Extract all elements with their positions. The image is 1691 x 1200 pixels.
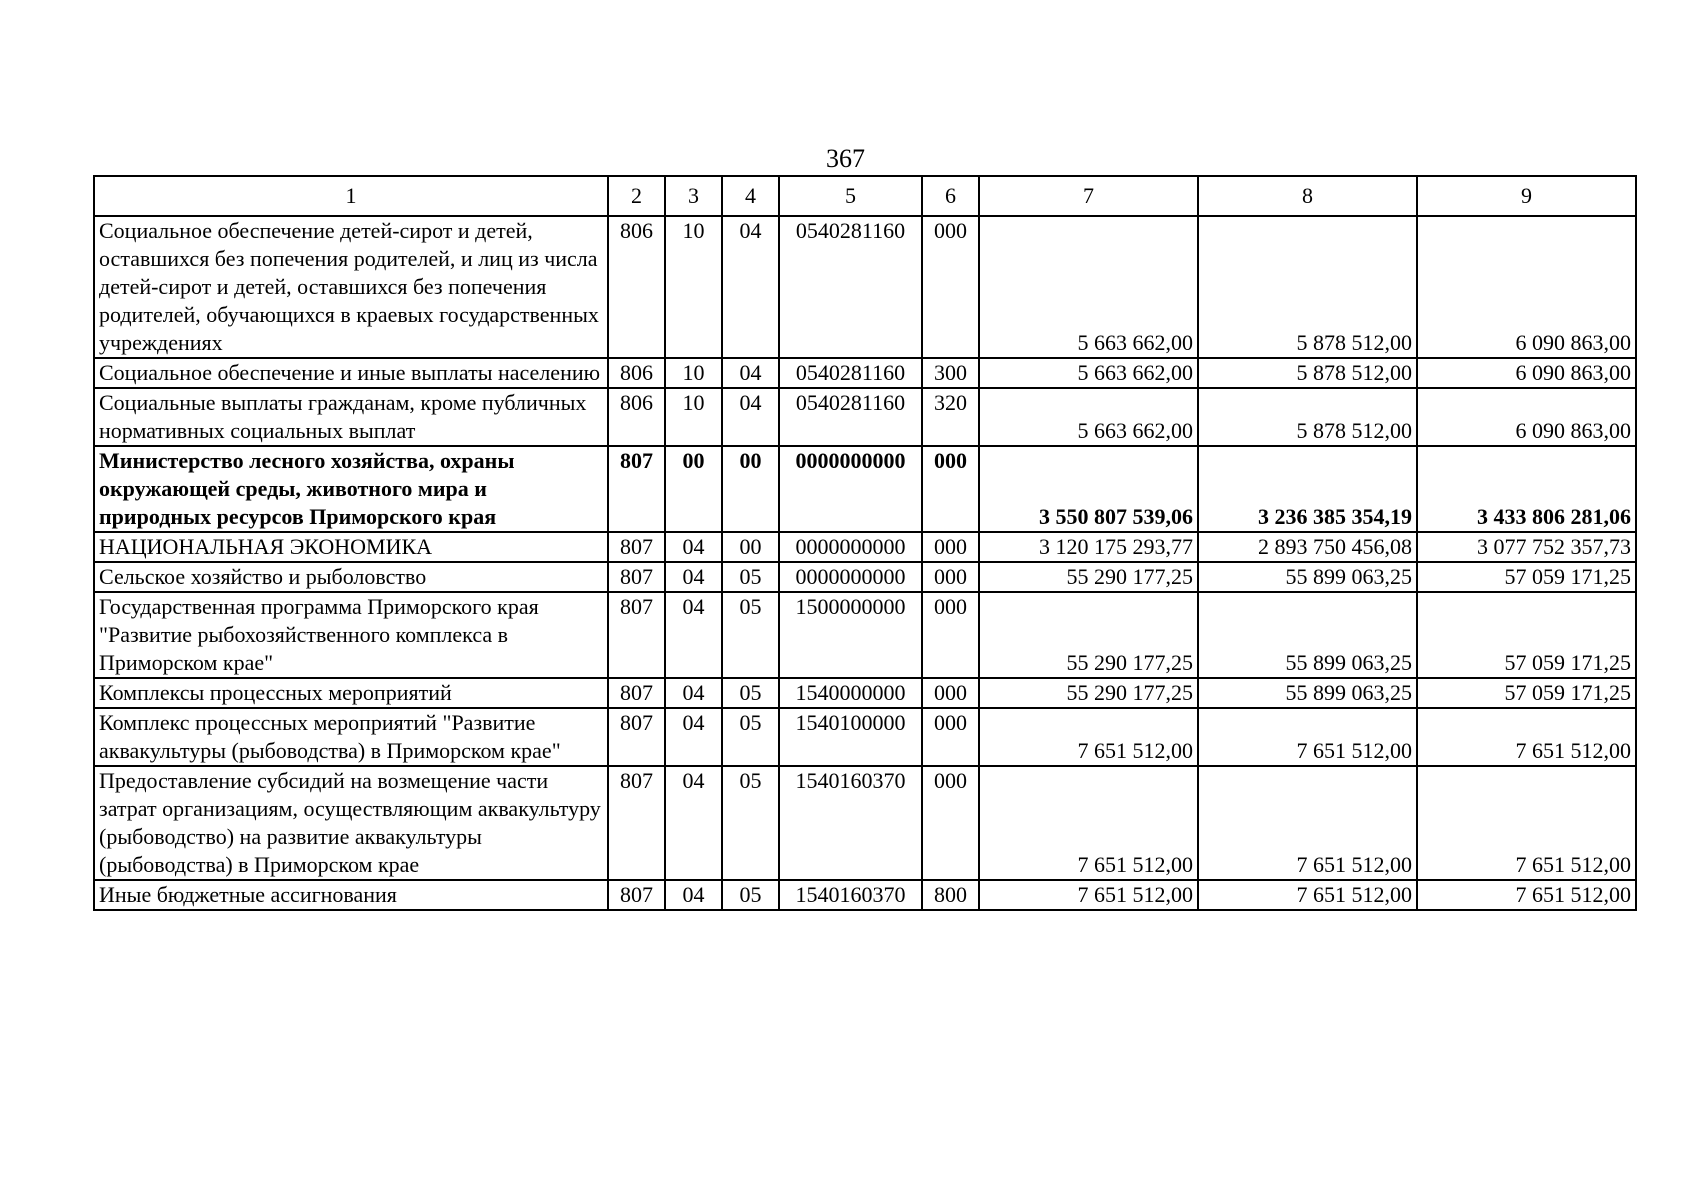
row-amount-9: 57 059 171,25 <box>1417 678 1636 708</box>
row-amount-7: 3 550 807 539,06 <box>979 446 1198 532</box>
row-code-5: 1540100000 <box>779 708 922 766</box>
row-code-3: 10 <box>665 358 722 388</box>
column-header: 9 <box>1417 176 1636 216</box>
row-amount-8: 2 893 750 456,08 <box>1198 532 1417 562</box>
row-amount-7: 7 651 512,00 <box>979 708 1198 766</box>
row-amount-7: 3 120 175 293,77 <box>979 532 1198 562</box>
row-name: НАЦИОНАЛЬНАЯ ЭКОНОМИКА <box>94 532 608 562</box>
row-name: Государственная программа Приморского края "Развитие рыбохозяйственного комплекса в Приморском крае" <box>94 592 608 678</box>
row-amount-8: 5 878 512,00 <box>1198 358 1417 388</box>
row-amount-9: 3 077 752 357,73 <box>1417 532 1636 562</box>
table-row <box>94 532 1636 562</box>
row-code-5: 0000000000 <box>779 562 922 592</box>
table-row <box>94 388 1636 446</box>
row-amount-7: 55 290 177,25 <box>979 562 1198 592</box>
table-row-ministry <box>94 446 1636 532</box>
column-header: 3 <box>665 176 722 216</box>
row-amount-8: 7 651 512,00 <box>1198 766 1417 880</box>
row-code-6: 300 <box>922 358 979 388</box>
row-code-4: 05 <box>722 766 779 880</box>
budget-table <box>93 175 1637 911</box>
row-name: Комплекс процессных мероприятий "Развитие аквакультуры (рыбоводства) в Приморском крае" <box>94 708 608 766</box>
row-amount-8: 55 899 063,25 <box>1198 592 1417 678</box>
row-code-2: 807 <box>608 532 665 562</box>
row-code-4: 05 <box>722 880 779 910</box>
row-name: Социальные выплаты гражданам, кроме публичных нормативных социальных выплат <box>94 388 608 446</box>
row-amount-7: 55 290 177,25 <box>979 678 1198 708</box>
row-name: Министерство лесного хозяйства, охраны окружающей среды, животного мира и природных ресурсов Приморского края <box>94 446 608 532</box>
row-amount-7: 5 663 662,00 <box>979 358 1198 388</box>
row-code-2: 807 <box>608 592 665 678</box>
row-code-2: 807 <box>608 446 665 532</box>
row-amount-8: 7 651 512,00 <box>1198 880 1417 910</box>
row-amount-7: 7 651 512,00 <box>979 766 1198 880</box>
row-code-2: 807 <box>608 562 665 592</box>
row-code-5: 0540281160 <box>779 216 922 358</box>
row-amount-7: 55 290 177,25 <box>979 592 1198 678</box>
row-code-6: 000 <box>922 708 979 766</box>
table-row <box>94 592 1636 678</box>
row-code-5: 1500000000 <box>779 592 922 678</box>
row-code-2: 806 <box>608 216 665 358</box>
row-code-6: 000 <box>922 216 979 358</box>
row-amount-8: 3 236 385 354,19 <box>1198 446 1417 532</box>
table-row <box>94 880 1636 910</box>
row-code-2: 807 <box>608 766 665 880</box>
column-header: 8 <box>1198 176 1417 216</box>
row-code-6: 000 <box>922 562 979 592</box>
row-code-4: 04 <box>722 216 779 358</box>
row-amount-9: 6 090 863,00 <box>1417 358 1636 388</box>
column-header: 4 <box>722 176 779 216</box>
row-code-6: 320 <box>922 388 979 446</box>
row-code-5: 1540160370 <box>779 766 922 880</box>
row-code-5: 0540281160 <box>779 388 922 446</box>
row-code-3: 04 <box>665 880 722 910</box>
row-amount-7: 5 663 662,00 <box>979 388 1198 446</box>
row-code-5: 0000000000 <box>779 446 922 532</box>
row-code-6: 800 <box>922 880 979 910</box>
column-header: 1 <box>94 176 608 216</box>
row-code-3: 04 <box>665 532 722 562</box>
row-code-4: 05 <box>722 708 779 766</box>
page-number: 367 <box>826 144 865 173</box>
row-code-3: 04 <box>665 592 722 678</box>
table-row <box>94 358 1636 388</box>
row-amount-9: 7 651 512,00 <box>1417 880 1636 910</box>
row-name: Социальное обеспечение детей-сирот и детей, оставшихся без попечения родителей, и лиц из числа детей-сирот и детей, оставшихся без попечения родителей, обучающихся в краевых государственных учреждениях <box>94 216 608 358</box>
row-code-5: 1540160370 <box>779 880 922 910</box>
row-amount-9: 6 090 863,00 <box>1417 216 1636 358</box>
column-header: 5 <box>779 176 922 216</box>
row-amount-8: 7 651 512,00 <box>1198 708 1417 766</box>
row-code-3: 00 <box>665 446 722 532</box>
row-amount-9: 7 651 512,00 <box>1417 766 1636 880</box>
table-row <box>94 562 1636 592</box>
row-code-4: 00 <box>722 446 779 532</box>
row-name: Предоставление субсидий на возмещение части затрат организациям, осуществляющим аквакультуру (рыбоводство) на развитие аквакультуры (рыбоводства) в Приморском крае <box>94 766 608 880</box>
row-code-3: 04 <box>665 766 722 880</box>
row-code-2: 807 <box>608 880 665 910</box>
row-code-3: 04 <box>665 562 722 592</box>
row-amount-9: 3 433 806 281,06 <box>1417 446 1636 532</box>
row-amount-7: 5 663 662,00 <box>979 216 1198 358</box>
row-code-3: 04 <box>665 708 722 766</box>
row-code-4: 05 <box>722 562 779 592</box>
row-code-4: 00 <box>722 532 779 562</box>
row-code-6: 000 <box>922 532 979 562</box>
column-header: 6 <box>922 176 979 216</box>
row-code-6: 000 <box>922 766 979 880</box>
row-code-2: 807 <box>608 708 665 766</box>
table-row <box>94 766 1636 880</box>
table-row <box>94 678 1636 708</box>
row-amount-8: 55 899 063,25 <box>1198 562 1417 592</box>
row-code-5: 1540000000 <box>779 678 922 708</box>
row-code-5: 0000000000 <box>779 532 922 562</box>
column-header: 7 <box>979 176 1198 216</box>
row-amount-7: 7 651 512,00 <box>979 880 1198 910</box>
row-code-5: 0540281160 <box>779 358 922 388</box>
row-amount-9: 57 059 171,25 <box>1417 562 1636 592</box>
column-header: 2 <box>608 176 665 216</box>
row-name: Сельское хозяйство и рыболовство <box>94 562 608 592</box>
row-code-4: 05 <box>722 678 779 708</box>
row-code-6: 000 <box>922 446 979 532</box>
row-code-2: 806 <box>608 388 665 446</box>
table-row <box>94 216 1636 358</box>
table-row <box>94 708 1636 766</box>
row-code-2: 807 <box>608 678 665 708</box>
row-code-3: 10 <box>665 388 722 446</box>
row-amount-8: 5 878 512,00 <box>1198 388 1417 446</box>
row-code-2: 806 <box>608 358 665 388</box>
row-amount-8: 5 878 512,00 <box>1198 216 1417 358</box>
row-code-4: 04 <box>722 388 779 446</box>
row-code-3: 10 <box>665 216 722 358</box>
row-code-6: 000 <box>922 678 979 708</box>
row-amount-8: 55 899 063,25 <box>1198 678 1417 708</box>
row-code-4: 05 <box>722 592 779 678</box>
table-header-row <box>94 176 1636 216</box>
row-name: Комплексы процессных мероприятий <box>94 678 608 708</box>
row-code-4: 04 <box>722 358 779 388</box>
row-amount-9: 7 651 512,00 <box>1417 708 1636 766</box>
row-name: Иные бюджетные ассигнования <box>94 880 608 910</box>
row-amount-9: 57 059 171,25 <box>1417 592 1636 678</box>
row-code-6: 000 <box>922 592 979 678</box>
row-code-3: 04 <box>665 678 722 708</box>
row-amount-9: 6 090 863,00 <box>1417 388 1636 446</box>
row-name: Социальное обеспечение и иные выплаты населению <box>94 358 608 388</box>
